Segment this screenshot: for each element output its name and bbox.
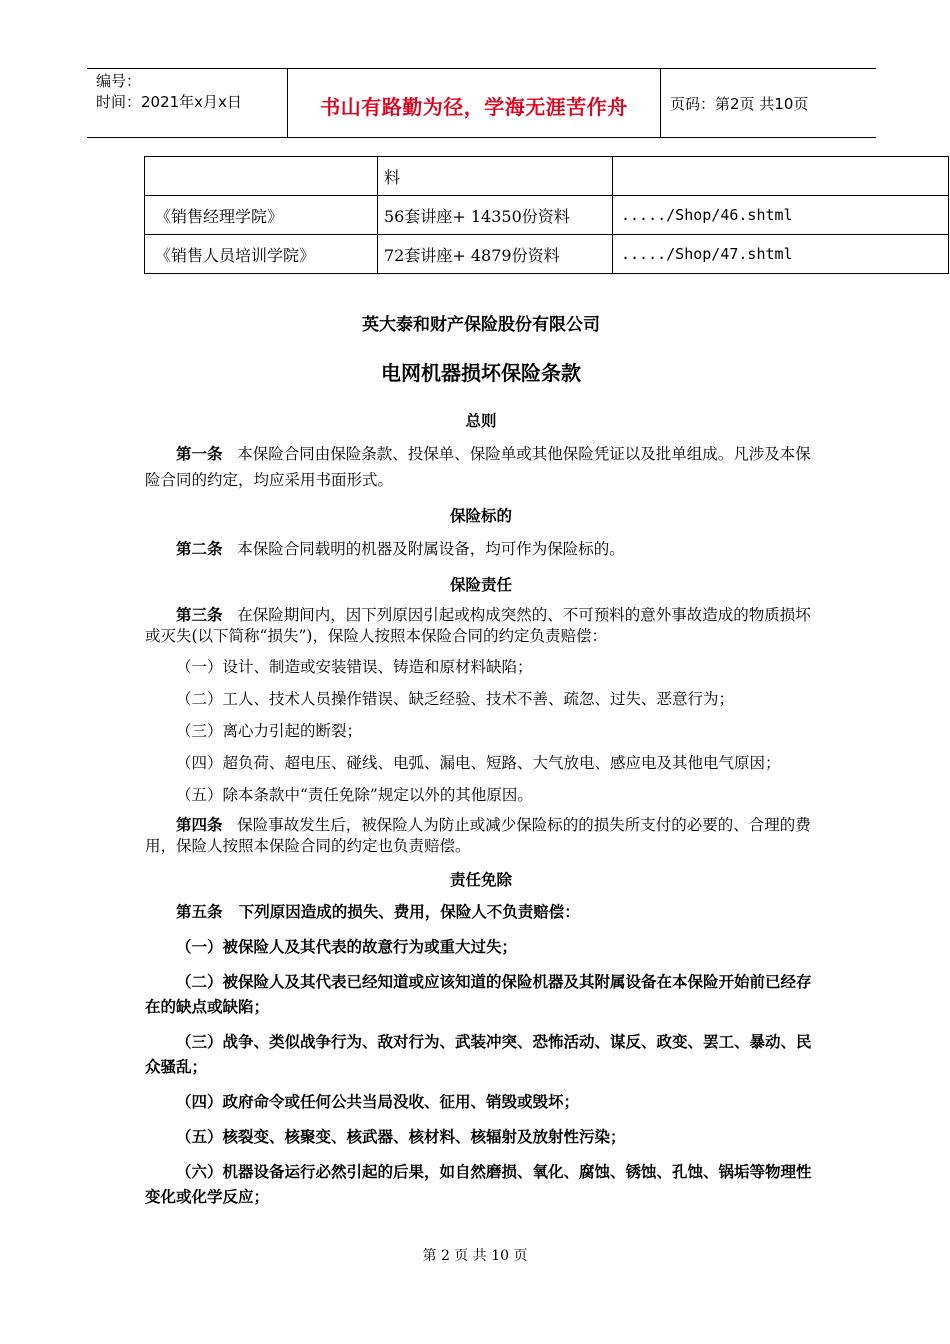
list-item: （五）除本条款中“责任免除”规定以外的其他原因。 bbox=[176, 786, 533, 804]
table-row bbox=[145, 196, 949, 235]
header-page-info: 页码：第2页 共10页 bbox=[670, 95, 809, 113]
table-cell: 《销售经理学院》 bbox=[145, 196, 378, 235]
list-item: （一）设计、制造或安装错误、铸造和原材料缺陷； bbox=[176, 658, 533, 676]
company-name: 英大泰和财产保险股份有限公司 bbox=[362, 315, 600, 335]
article-5 bbox=[145, 900, 817, 925]
article-label: 第二条 bbox=[176, 540, 223, 558]
section-heading-general: 总则 bbox=[465, 412, 497, 430]
article-2 bbox=[145, 536, 817, 562]
header-time: 时间：2021年x月x日 bbox=[96, 93, 242, 111]
table-row bbox=[145, 157, 949, 196]
article-text: 保险事故发生后，被保险人为防止或减少保险标的的损失所支付的必要的、合理的费用，保险人按照本保险合同的约定也负责赔偿。 bbox=[145, 816, 811, 855]
article-label: 第三条 bbox=[176, 606, 223, 624]
table-row bbox=[145, 235, 949, 274]
document-body bbox=[145, 310, 817, 1220]
list-item: （二）工人、技术人员操作错误、缺乏经验、技术不善、疏忽、过失、恶意行为； bbox=[176, 690, 735, 708]
table-cell bbox=[613, 157, 949, 196]
header-divider bbox=[660, 69, 661, 137]
section-heading-exclusion: 责任免除 bbox=[449, 871, 512, 889]
table-cell: 料 bbox=[378, 157, 613, 196]
document-title: 电网机器损坏保险条款 bbox=[381, 361, 581, 385]
page-footer: 第 2 页 共 10 页 bbox=[422, 1248, 528, 1264]
article-4 bbox=[145, 815, 817, 857]
header-number: 编号： bbox=[96, 72, 142, 90]
article-label: 第五条 bbox=[176, 903, 223, 921]
resource-table bbox=[144, 156, 949, 274]
section-heading-subject: 保险标的 bbox=[449, 507, 512, 525]
list-item: （四）政府命令或任何公共当局没收、征用、销毁或毁坏； bbox=[176, 1093, 580, 1111]
list-item: （三）离心力引起的断裂； bbox=[176, 722, 363, 740]
page-header bbox=[87, 68, 876, 138]
article-text: 本保险合同由保险条款、投保单、保险单或其他保险凭证以及批单组成。凡涉及本保险合同的约定，均应采用书面形式。 bbox=[145, 445, 811, 489]
list-item: （六）机器设备运行必然引起的后果，如自然磨损、氧化、腐蚀、锈蚀、孔蚀、锅垢等物理性变化或化学反应； bbox=[145, 1163, 812, 1206]
article-text: 下列原因造成的损失、费用，保险人不负责赔偿： bbox=[238, 903, 580, 921]
table-cell bbox=[145, 157, 378, 196]
article-label: 第四条 bbox=[176, 816, 223, 834]
table-cell: 72套讲座+ 4879份资料 bbox=[378, 235, 613, 274]
list-item: （四）超负荷、超电压、碰线、电弧、漏电、短路、大气放电、感应电及其他电气原因； bbox=[176, 754, 781, 772]
table-cell: 《销售人员培训学院》 bbox=[145, 235, 378, 274]
list-item: （一）被保险人及其代表的故意行为或重大过失； bbox=[176, 938, 518, 956]
article-1 bbox=[145, 441, 817, 493]
article-3 bbox=[145, 605, 817, 647]
list-item: （二）被保险人及其代表已经知道或应该知道的保险机器及其附属设备在本保险开始前已经存在的缺点或缺陷； bbox=[145, 973, 812, 1016]
article-text: 本保险合同载明的机器及附属设备，均可作为保险标的。 bbox=[237, 540, 625, 558]
header-motto: 书山有路勤为径，学海无涯苦作舟 bbox=[320, 95, 628, 119]
header-meta bbox=[96, 71, 242, 113]
table-cell-link[interactable]: ...../Shop/47.shtml bbox=[613, 235, 949, 274]
list-item: （三）战争、类似战争行为、敌对行为、武装冲突、恐怖活动、谋反、政变、罢工、暴动、民众骚乱； bbox=[145, 1033, 812, 1076]
list-item: （五）核裂变、核聚变、核武器、核材料、核辐射及放射性污染； bbox=[176, 1128, 626, 1146]
article-label: 第一条 bbox=[176, 445, 223, 463]
table-cell: 56套讲座+ 14350份资料 bbox=[378, 196, 613, 235]
article-text: 在保险期间内，因下列原因引起或构成突然的、不可预料的意外事故造成的物质损坏或灭失(以下简称“损失”)，保险人按照本保险合同的约定负责赔偿： bbox=[145, 606, 811, 645]
table-cell-link[interactable]: ...../Shop/46.shtml bbox=[613, 196, 949, 235]
section-heading-liability: 保险责任 bbox=[449, 576, 512, 594]
